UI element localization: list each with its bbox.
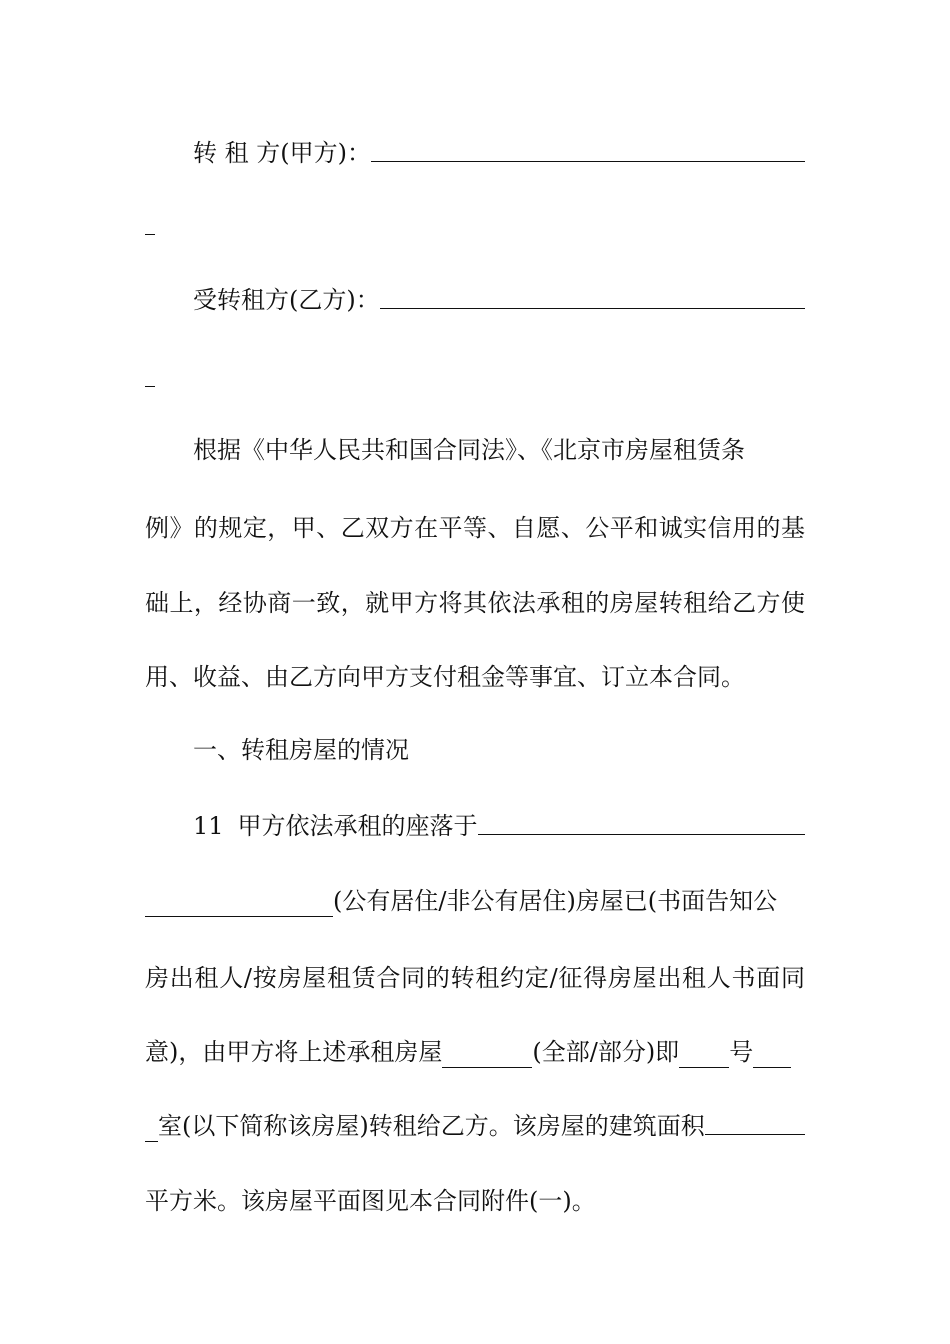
room-number-blank-continuation xyxy=(145,1111,158,1142)
clause-line-4-b: (全部/部分)即 xyxy=(532,1038,680,1066)
location-blank xyxy=(478,834,805,835)
area-blank xyxy=(705,1134,805,1135)
clause-line-3: 房出租人/按房屋租赁合同的转租约定/征得房屋出租人书面同 xyxy=(145,964,805,992)
preamble-line-4: 用、收益、由乙方向甲方支付租金等事宜、订立本合同。 xyxy=(145,663,745,691)
clause-line-4-c: 号 xyxy=(729,1038,754,1066)
preamble-line-2: 例》的规定，甲、乙双方在平等、自愿、公平和诚实信用的基 xyxy=(145,514,805,542)
sublessee-blank-continuation xyxy=(145,386,155,387)
clause-line-4 xyxy=(145,1032,805,1072)
sublessee-row xyxy=(193,280,805,320)
clause-number: 11 xyxy=(193,812,224,840)
sublessee-blank xyxy=(380,308,805,309)
clause-line-5-a: 室(以下简称该房屋)转租给乙方。该房屋的建筑面积 xyxy=(158,1112,705,1140)
clause-lead: 甲方依法承租的座落于 xyxy=(237,812,478,840)
room-number-blank xyxy=(753,1037,791,1068)
clause-line-2 xyxy=(145,881,805,921)
clause-line-5 xyxy=(145,1106,805,1146)
section-heading: 一、转租房屋的情况 xyxy=(193,736,409,764)
clause-line-1 xyxy=(193,806,805,846)
preamble-line-3: 础上，经协商一致，就甲方将其依法承租的房屋转租给乙方使 xyxy=(145,589,805,617)
sublessor-blank-continuation xyxy=(145,234,155,235)
sublessor-blank xyxy=(371,161,805,162)
sublessor-row xyxy=(193,133,805,173)
clause-line-6: 平方米。该房屋平面图见本合同附件(一)。 xyxy=(145,1187,596,1215)
location-blank-continuation xyxy=(145,886,333,917)
clause-line-4-a: 意)，由甲方将上述承租房屋 xyxy=(145,1038,443,1066)
preamble-line-1: 根据《中华人民共和国合同法》、《北京市房屋租赁条 xyxy=(193,436,745,464)
building-number-blank xyxy=(679,1037,729,1068)
sublessee-label: 受转租方(乙方)： xyxy=(193,286,380,314)
portion-blank xyxy=(442,1037,532,1068)
residence-options: (公有居住/非公有居住)房屋已(书面告知公 xyxy=(333,887,778,915)
sublessor-label: 转 租 方(甲方)： xyxy=(193,139,371,167)
